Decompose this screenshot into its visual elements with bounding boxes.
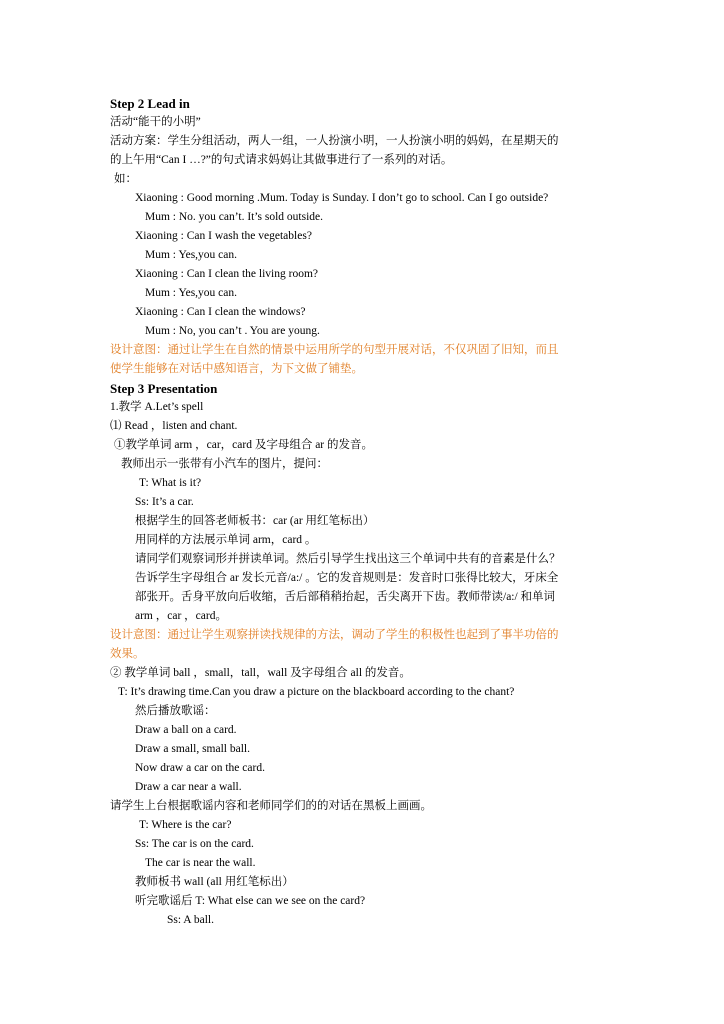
dialogue-line: Xiaoning : Good morning .Mum. Today is Sunday. I don’t go to school. Can I go outside? xyxy=(135,192,549,204)
dialogue-line: Mum : Yes,you can. xyxy=(145,287,238,299)
design-intent-2-line-2: 效果。 xyxy=(110,648,145,660)
step3-heading: Step 3 Presentation xyxy=(110,381,218,396)
teaching-point-2: ② 教学单词 ball ，small，tall，wall 及字母组合 all 的发音。 xyxy=(110,667,411,679)
dialogue-line: Mum : Yes,you can. xyxy=(145,249,238,261)
pronunciation-line-1: 告诉学生字母组合 ar 发长元音/a:/ 。它的发音规则是：发音时口张得比较大，牙床全 xyxy=(135,572,559,584)
teacher-question: T: What is it? xyxy=(139,477,202,489)
chant-line: Draw a ball on a card. xyxy=(135,724,237,736)
pronunciation-line-2: 部张开。舌身平放向后收缩，舌后部稍稍抬起，舌尖离开下齿。教师带读/a:/ 和单词 xyxy=(135,591,556,603)
dialogue-line: Mum : No. you can’t. It’s sold outside. xyxy=(145,211,324,223)
observe-line: 请同学们观察词形并拼读单词。然后引导学生找出这三个单词中共有的音素是什么？ xyxy=(135,553,561,565)
dialogue-line: Xiaoning : Can I wash the vegetables? xyxy=(135,230,312,242)
plan-line-2: 的上午用“Can I …?”的句式请求妈妈让其做事进行了一系列的对话。 xyxy=(110,154,453,166)
dialogue-line: Mum : No, you can’t . You are young. xyxy=(145,325,320,337)
students-card-answer: Ss: The car is on the card. xyxy=(135,838,254,850)
teacher-show-line: 教师出示一张带有小汽车的图片，提问： xyxy=(121,458,328,470)
pronunciation-line-3: arm ，car ，card。 xyxy=(135,610,227,622)
board-note-1: 根据学生的回答老师板书：car (ar 用红笔标出） xyxy=(135,515,375,527)
chant-line: Now draw a car on the card. xyxy=(135,762,265,774)
show-words-line: 用同样的方法展示单词 arm，card 。 xyxy=(135,534,317,546)
students-draw-line: 请学生上台根据歌谣内容和老师同学们的的对话在黑板上画画。 xyxy=(110,800,432,812)
chant-line: Draw a small, small ball. xyxy=(135,743,250,755)
students-answer: Ss: It’s a car. xyxy=(135,496,194,508)
plan-line-1: 活动方案：学生分组活动，两人一组，一人扮演小明，一人扮演小明的妈妈，在星期天的 xyxy=(110,135,559,147)
dialogue-line: Xiaoning : Can I clean the windows? xyxy=(135,306,306,318)
design-intent-1-line-2: 使学生能够在对话中感知语言，为下文做了铺垫。 xyxy=(110,363,363,375)
chant-line: Draw a car near a wall. xyxy=(135,781,242,793)
design-intent-1-line-1: 设计意图：通过让学生在自然的情景中运用所学的句型开展对话，不仅巩固了旧知，而且 xyxy=(110,344,559,356)
design-intent-2-line-1: 设计意图：通过让学生观察拼读找规律的方法，调动了学生的积极性也起到了事半功倍的 xyxy=(110,629,559,641)
step2-heading: Step 2 Lead in xyxy=(110,96,190,111)
after-chant-question: 听完歌谣后 T: What else can we see on the card? xyxy=(135,895,366,907)
play-chant-line: 然后播放歌谣： xyxy=(135,705,216,717)
teaching-item-1-sub: ⑴ Read ，listen and chant. xyxy=(110,420,238,432)
dialogue-line: Xiaoning : Can I clean the living room? xyxy=(135,268,318,280)
students-ball-answer: Ss: A ball. xyxy=(167,914,214,926)
teacher-where-question: T: Where is the car? xyxy=(139,819,232,831)
teaching-point-1: ①教学单词 arm ，car，card 及字母组合 ar 的发音。 xyxy=(114,439,374,451)
teaching-item-1: 1.教学 A.Let’s spell xyxy=(110,401,204,413)
board-note-2: 教师板书 wall (all 用红笔标出） xyxy=(135,876,294,888)
example-label: 如： xyxy=(114,173,137,185)
drawing-time-line: T: It’s drawing time.Can you draw a picture on the blackboard according to the chant? xyxy=(118,686,515,698)
near-wall-answer: The car is near the wall. xyxy=(145,857,256,869)
activity-title: 活动“能干的小明” xyxy=(110,116,201,128)
